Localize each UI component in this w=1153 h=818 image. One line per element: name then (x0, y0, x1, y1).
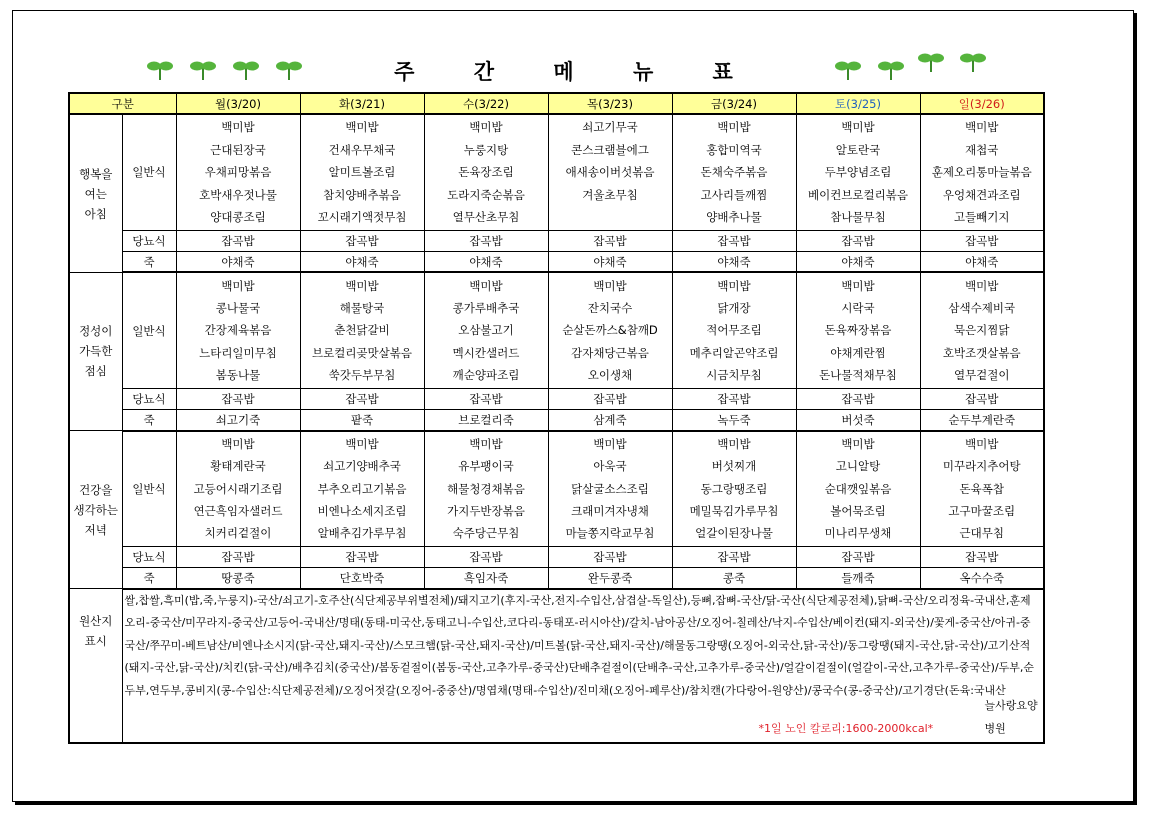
origin-text-cell (122, 589, 1044, 743)
page-title: 주 간 메 뉴 표 (394, 60, 759, 84)
menu-item: 고사리들깨찜 (700, 187, 768, 202)
menu-item: 얼갈이된장나물 (695, 526, 773, 541)
menu-cell (548, 431, 672, 547)
menu-item: 메밀묵김가루무침 (689, 503, 779, 518)
menu-item: 도라지죽순볶음 (447, 187, 525, 202)
calorie-note: *1일 노인 칼로리:1600-2000kcal* (758, 721, 934, 735)
origin-row (69, 589, 1044, 743)
menu-item: 백미밥 (221, 120, 255, 135)
lunch-diabetic-row (69, 388, 1044, 409)
dinner-general-row (69, 431, 1044, 547)
menu-item: 동그랑땡조림 (700, 481, 768, 496)
general-diet-label: 일반식 (122, 114, 176, 230)
diabetic-cell: 잡곡밥 (300, 230, 424, 251)
menu-cell (672, 431, 796, 547)
menu-item: 양배추나물 (706, 209, 762, 224)
category-header: 구분 (69, 93, 176, 114)
menu-item: 순대깻잎볶음 (824, 481, 892, 496)
diabetic-cell: 잡곡밥 (796, 388, 920, 409)
menu-item: 고들빼기지 (953, 209, 1010, 224)
porridge-cell: 야채죽 (672, 251, 796, 272)
diabetic-cell: 잡곡밥 (796, 546, 920, 567)
menu-item: 시금치무침 (706, 368, 762, 383)
porridge-cell: 팥죽 (300, 409, 424, 430)
diabetic-cell: 잡곡밥 (920, 230, 1044, 251)
menu-item: 훈제오리통마늘볶음 (931, 165, 1032, 180)
menu-item: 백미밥 (841, 120, 875, 135)
porridge-cell: 야채죽 (300, 251, 424, 272)
menu-item: 백미밥 (221, 278, 255, 293)
porridge-cell: 완두콩죽 (548, 568, 672, 589)
menu-item: 양대콩조림 (210, 209, 266, 224)
menu-item: 느타리일미무침 (199, 345, 277, 360)
menu-item: 백미밥 (593, 278, 627, 293)
hospital-name: 늘사랑요양병원 (984, 699, 1038, 735)
menu-item: 감자채당근볶음 (571, 345, 649, 360)
menu-cell (672, 114, 796, 230)
menu-item: 백미밥 (717, 278, 751, 293)
breakfast-diabetic-row (69, 230, 1044, 251)
diabetic-diet-label: 당뇨식 (122, 230, 176, 251)
lunch-porridge-row (69, 409, 1044, 430)
dinner-group-label (69, 431, 122, 589)
group-label-line: 점심 (84, 364, 107, 379)
menu-item: 멕시칸샐러드 (452, 345, 520, 360)
day-header: 목(3/23) (548, 93, 672, 114)
day-header-sunday: 일(3/26) (920, 93, 1044, 114)
diabetic-cell: 잡곡밥 (176, 388, 300, 409)
menu-item: 애새송이버섯볶음 (565, 165, 655, 180)
breakfast-porridge-row (69, 251, 1044, 272)
menu-item: 콩가루배추국 (452, 300, 520, 315)
porridge-cell: 들깨죽 (796, 568, 920, 589)
menu-item: 알미트볼조림 (328, 165, 396, 180)
origin-label-line: 원산지 (79, 614, 113, 629)
group-label-line: 여는 (84, 186, 107, 201)
day-header: 금(3/24) (672, 93, 796, 114)
weekly-menu-table (68, 92, 1045, 744)
menu-item: 재첩국 (965, 142, 999, 157)
diabetic-cell: 잡곡밥 (920, 546, 1044, 567)
porridge-cell: 야채죽 (424, 251, 548, 272)
menu-item: 고등어시래기조림 (193, 481, 283, 496)
menu-item: 마늘쫑지락교무침 (565, 526, 655, 541)
menu-cell (176, 272, 300, 388)
menu-item: 참치양배추볶음 (323, 187, 401, 202)
menu-item: 열무겉절이 (953, 368, 1010, 383)
origin-label (69, 589, 122, 743)
diabetic-cell: 잡곡밥 (548, 388, 672, 409)
porridge-cell: 옥수수죽 (920, 568, 1044, 589)
group-label-line: 아침 (84, 206, 107, 221)
menu-item: 누룽지탕 (463, 142, 509, 157)
origin-text: 쌀,찹쌀,흑미(밥,죽,누룽지)-국산/쇠고기-호주산(식단제공부위별전체)/돼지고기(후지-국산,전지-수입산,삼겹살-독일산),등뼈,잡뼈-국산/닭-국산(식단제공전체),닭뼈-국산/오리정육-국내산,훈제오리-중국산/미꾸라지-중국산/고등어-국내산/명태(동태-미국산,동태고니-수입산,코다리-동태포-러시아산)/갈치-남아공산/오징어-칠레산/낙지-수입산/베이컨(돼지-외국산)/꽃게-중국산/아귀-중국산/쭈꾸미-베트남산/비엔나소시지(닭-국산,돼지-국산)/스모크햄(닭-국산,돼지-국산)/미트볼(닭-국산,돼지-국산)/해물동그랑땡(오징어-외국산,닭-국산)/동그랑땡(돼지-국산,닭-국산)/고기산적(돼지-국산,닭-국산)/치킨(닭-국산)/배추김치(중국산)/봄동겉절이(봄동-국산,고추가루-중국산)단배추겉절이(단배추-국산,고추가루-중국산)/얼갈이겉절이(얼갈이-국산,고추가루-중국산)/두부,순두부,연두부,콩비지(콩-수입산:식단제공전체)/오징어젓갈(오징어-중중산)/명엽채(명태-수입산)/진미채(오징어-페루산)/참치캔(가다랑어-원양산)/콩국수(콩-중국산)/고기경단(돈육:국내산 (124, 593, 1035, 697)
menu-item: 아욱국 (593, 459, 627, 474)
menu-item: 치커리겉절이 (204, 526, 272, 541)
porridge-diet-label: 죽 (122, 568, 176, 589)
menu-item: 쑥갓두부무침 (328, 368, 396, 383)
menu-item: 고니알탕 (835, 459, 881, 474)
porridge-cell: 땅콩죽 (176, 568, 300, 589)
porridge-cell: 야채죽 (796, 251, 920, 272)
menu-item: 알배추김가루무침 (317, 526, 407, 541)
diabetic-cell: 잡곡밥 (920, 388, 1044, 409)
menu-item: 돈나물적채무침 (819, 368, 897, 383)
menu-item: 미나리무생채 (824, 526, 892, 541)
day-header-saturday: 토(3/25) (796, 93, 920, 114)
menu-item: 백미밥 (717, 120, 751, 135)
menu-item: 백미밥 (593, 436, 627, 451)
menu-item: 콩나물국 (215, 300, 261, 315)
menu-item: 백미밥 (345, 120, 379, 135)
group-label-line: 행복을 (79, 166, 113, 181)
menu-item: 돈육폭찹 (959, 481, 1004, 496)
menu-item: 백미밥 (965, 278, 999, 293)
menu-item: 백미밥 (841, 436, 875, 451)
menu-item: 연근흑임자샐러드 (193, 503, 283, 518)
menu-item: 브로컬리곶맛살볶음 (312, 345, 412, 360)
menu-item: 적어무조림 (706, 323, 762, 338)
menu-item: 우엉채견과조림 (942, 187, 1021, 202)
menu-item: 버섯찌개 (711, 459, 757, 474)
day-header: 수(3/22) (424, 93, 548, 114)
menu-item: 근대무침 (959, 526, 1004, 541)
menu-item: 열무산초무침 (452, 209, 520, 224)
diabetic-cell: 잡곡밥 (672, 230, 796, 251)
menu-cell (176, 431, 300, 547)
general-diet-label: 일반식 (122, 431, 176, 547)
menu-item: 돈육짜장볶음 (824, 323, 892, 338)
menu-cell (176, 114, 300, 230)
menu-item: 백미밥 (469, 436, 503, 451)
menu-item: 해물탕국 (339, 300, 385, 315)
menu-item: 백미밥 (221, 436, 255, 451)
menu-item: 순살돈까스&참깨D (562, 323, 658, 338)
menu-item: 고구마꿀조림 (948, 503, 1016, 518)
menu-cell (424, 114, 548, 230)
menu-item: 간장제육볶음 (204, 323, 272, 338)
menu-item: 근대된장국 (210, 142, 266, 157)
menu-item: 백미밥 (717, 436, 751, 451)
menu-item: 홍합미역국 (706, 142, 762, 157)
menu-item: 황태계란국 (210, 459, 266, 474)
porridge-cell: 흑임자죽 (424, 568, 548, 589)
menu-item: 시락국 (841, 300, 875, 315)
menu-item: 겨울초무침 (582, 187, 638, 202)
porridge-cell: 야채죽 (548, 251, 672, 272)
diabetic-cell: 잡곡밥 (176, 546, 300, 567)
porridge-diet-label: 죽 (122, 251, 176, 272)
diabetic-cell: 잡곡밥 (672, 546, 796, 567)
menu-cell (548, 272, 672, 388)
porridge-cell: 브로컬리죽 (424, 409, 548, 430)
diabetic-diet-label: 당뇨식 (122, 388, 176, 409)
menu-cell (672, 272, 796, 388)
group-label-line: 정성이 (79, 324, 113, 339)
diabetic-cell: 잡곡밥 (424, 230, 548, 251)
menu-body (69, 93, 1044, 589)
menu-item: 우채피망볶음 (204, 165, 272, 180)
porridge-cell: 콩죽 (672, 568, 796, 589)
menu-item: 쇠고기양배추국 (323, 459, 401, 474)
menu-item: 봄동나물 (215, 368, 261, 383)
menu-cell (796, 272, 920, 388)
lunch-group-label (69, 272, 122, 430)
diabetic-cell: 잡곡밥 (300, 388, 424, 409)
menu-item: 쇠고기무국 (582, 120, 638, 135)
group-label-line: 건강을 (79, 482, 113, 497)
menu-item: 비엔나소세지조림 (317, 503, 407, 518)
diabetic-cell: 잡곡밥 (424, 388, 548, 409)
group-label-line: 생각하는 (73, 502, 118, 517)
menu-item: 참나물무침 (830, 209, 886, 224)
lunch-general-row (69, 272, 1044, 388)
menu-item: 숙주당근무침 (452, 526, 520, 541)
menu-item: 건새우무채국 (328, 142, 396, 157)
menu-cell (300, 431, 424, 547)
diabetic-cell: 잡곡밥 (796, 230, 920, 251)
menu-item: 야채계란찜 (830, 345, 886, 360)
menu-cell (300, 272, 424, 388)
menu-item: 오이생채 (587, 368, 633, 383)
menu-item: 삼색수제비국 (948, 300, 1016, 315)
menu-item: 백미밥 (345, 436, 379, 451)
menu-item: 백미밥 (345, 278, 379, 293)
menu-item: 가지두반장볶음 (447, 503, 525, 518)
menu-cell (300, 114, 424, 230)
menu-item: 돈육장조림 (458, 165, 514, 180)
group-label-line: 가득한 (79, 344, 113, 359)
diabetic-cell: 잡곡밥 (300, 546, 424, 567)
origin-label-line: 표시 (84, 634, 107, 649)
menu-cell (424, 272, 548, 388)
menu-item: 콘스크램블에그 (571, 142, 649, 157)
menu-item: 백미밥 (469, 120, 503, 135)
menu-item: 백미밥 (965, 120, 999, 135)
menu-item: 백미밥 (469, 278, 503, 293)
menu-cell (548, 114, 672, 230)
menu-item: 유부팽이국 (458, 459, 514, 474)
menu-item: 미꾸라지추어탕 (942, 459, 1021, 474)
menu-item: 춘천닭갈비 (334, 323, 390, 338)
menu-item: 볼어묵조림 (830, 503, 886, 518)
diabetic-cell: 잡곡밥 (424, 546, 548, 567)
menu-item: 알토란국 (835, 142, 881, 157)
porridge-cell: 단호박죽 (300, 568, 424, 589)
menu-item: 꼬시래기액젓무침 (317, 209, 407, 224)
menu-cell (920, 114, 1044, 230)
menu-item: 닭살굴소스조림 (571, 481, 649, 496)
porridge-cell: 야채죽 (176, 251, 300, 272)
porridge-cell: 순두부계란죽 (920, 409, 1044, 430)
porridge-cell: 버섯죽 (796, 409, 920, 430)
porridge-cell: 삼계죽 (548, 409, 672, 430)
porridge-cell: 야채죽 (920, 251, 1044, 272)
menu-item: 호박조갯살볶음 (942, 345, 1021, 360)
menu-item: 돈채숙주볶음 (700, 165, 768, 180)
porridge-cell: 녹두죽 (672, 409, 796, 430)
menu-cell (796, 114, 920, 230)
diabetic-diet-label: 당뇨식 (122, 546, 176, 567)
breakfast-group-label (69, 114, 122, 272)
general-diet-label: 일반식 (122, 272, 176, 388)
menu-item: 크래미겨자냉채 (571, 503, 649, 518)
diabetic-cell: 잡곡밥 (672, 388, 796, 409)
diabetic-cell: 잡곡밥 (176, 230, 300, 251)
menu-cell (920, 272, 1044, 388)
diabetic-cell: 잡곡밥 (548, 230, 672, 251)
menu-item: 메추리알곤약조림 (689, 345, 779, 360)
day-header: 월(3/20) (176, 93, 300, 114)
diabetic-cell: 잡곡밥 (548, 546, 672, 567)
menu-item: 백미밥 (841, 278, 875, 293)
origin-body (69, 589, 1044, 743)
menu-item: 오삼불고기 (458, 323, 514, 338)
menu-item: 해물청경채볶음 (447, 481, 525, 496)
menu-item: 부추오리고기볶음 (317, 481, 407, 496)
menu-cell (424, 431, 548, 547)
breakfast-general-row (69, 114, 1044, 230)
menu-item: 잔치국수 (587, 300, 633, 315)
dinner-diabetic-row (69, 546, 1044, 567)
menu-item: 깨순양파조림 (452, 368, 520, 383)
porridge-cell: 쇠고기죽 (176, 409, 300, 430)
header-row (69, 93, 1044, 114)
menu-item: 두부양념조림 (824, 165, 892, 180)
menu-cell (796, 431, 920, 547)
menu-item: 닭개장 (717, 300, 751, 315)
menu-item: 백미밥 (965, 436, 999, 451)
group-label-line: 저녁 (84, 522, 107, 537)
porridge-diet-label: 죽 (122, 409, 176, 430)
menu-item: 묵은지찜닭 (953, 323, 1010, 338)
day-header: 화(3/21) (300, 93, 424, 114)
dinner-porridge-row (69, 568, 1044, 589)
menu-item: 호박새우젓나물 (199, 187, 277, 202)
menu-item: 베이컨브로컬리볶음 (808, 187, 908, 202)
menu-item (549, 206, 672, 228)
menu-cell (920, 431, 1044, 547)
